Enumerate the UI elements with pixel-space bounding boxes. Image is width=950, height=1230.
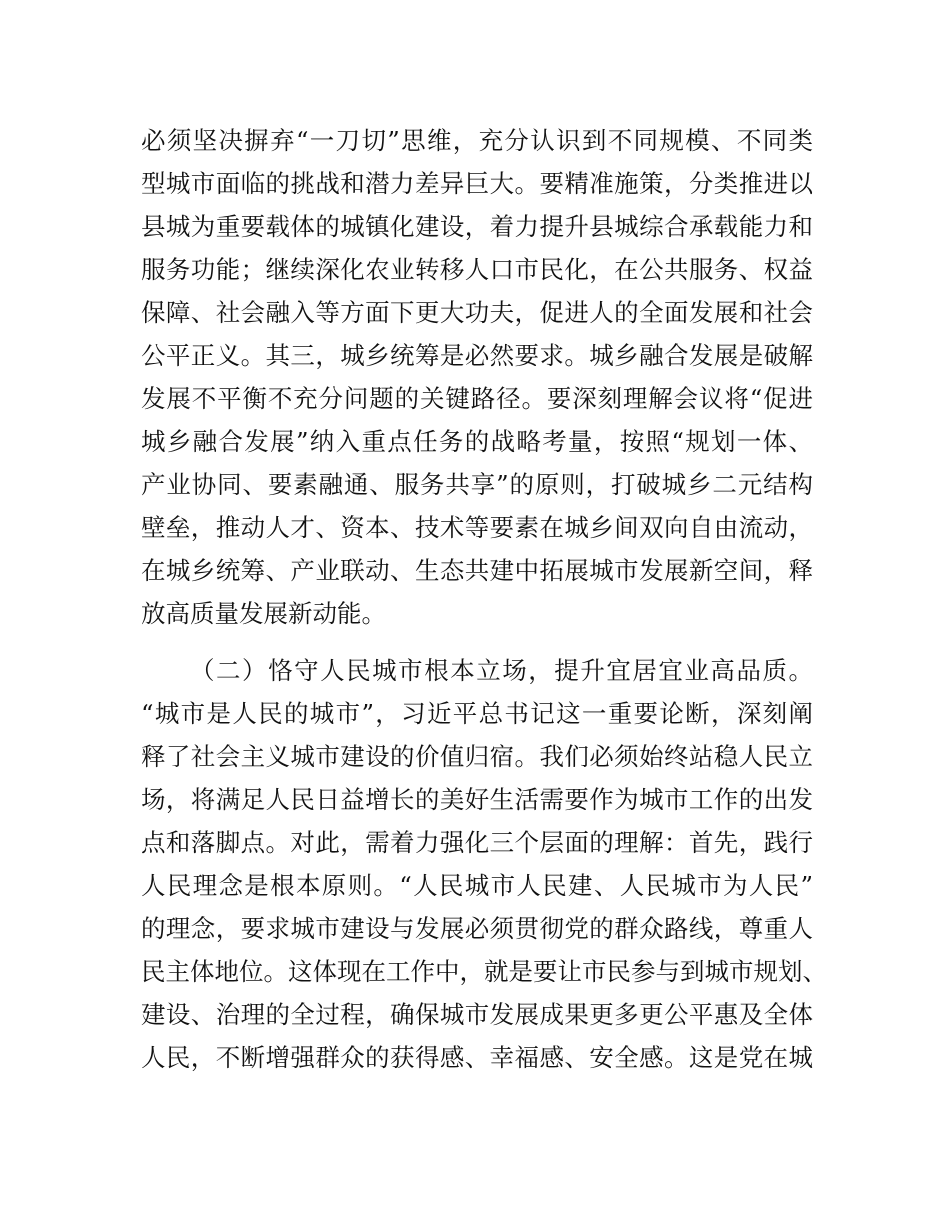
text-line: 公平正义。其三，城乡统筹是必然要求。城乡融合发展是破解 (141, 341, 813, 370)
text-line: 建设、治理的全过程，确保城市发展成果更多更公平惠及全体 (141, 1000, 813, 1029)
text-line: 人民理念是根本原则。“人民城市人民建、人民城市为人民” (141, 871, 813, 900)
text-line: 民主体地位。这体现在工作中，就是要让市民参与到城市规划、 (141, 957, 827, 986)
section-heading-line: （二）恪守人民城市根本立场，提升宜居宜业高品质。 (190, 656, 813, 685)
text-line: 发展不平衡不充分问题的关键路径。要深刻理解会议将“促进 (141, 384, 813, 413)
text-line: 放高质量发展新动能。 (141, 599, 386, 628)
text-line: 必须坚决摒弃“一刀切”思维，充分认识到不同规模、不同类 (141, 126, 813, 155)
text-line: 在城乡统筹、产业联动、生态共建中拓展城市发展新空间，释 (141, 556, 813, 585)
text-line: 型城市面临的挑战和潜力差异巨大。要精准施策，分类推进以 (141, 169, 813, 198)
text-line: 释了社会主义城市建设的价值归宿。我们必须始终站稳人民立 (141, 742, 813, 771)
text-line: 产业协同、要素融通、服务共享”的原则，打破城乡二元结构 (141, 470, 813, 499)
text-line: 人民，不断增强群众的获得感、幸福感、安全感。这是党在城 (141, 1043, 813, 1072)
text-line: 保障、社会融入等方面下更大功夫，促进人的全面发展和社会 (141, 298, 813, 327)
text-line: 点和落脚点。对此，需着力强化三个层面的理解：首先，践行 (141, 828, 813, 857)
text-line: 场，将满足人民日益增长的美好生活需要作为城市工作的出发 (141, 785, 813, 814)
text-line: “城市是人民的城市”，习近平总书记这一重要论断，深刻阐 (141, 699, 813, 728)
text-line: 县城为重要载体的城镇化建设，着力提升县城综合承载能力和 (141, 212, 813, 241)
text-line: 城乡融合发展”纳入重点任务的战略考量，按照“规划一体、 (141, 427, 813, 456)
text-line: 壁垒，推动人才、资本、技术等要素在城乡间双向自由流动， (141, 513, 813, 542)
text-line: 的理念，要求城市建设与发展必须贯彻党的群众路线，尊重人 (141, 914, 813, 943)
text-line: 服务功能；继续深化农业转移人口市民化，在公共服务、权益 (141, 255, 813, 284)
